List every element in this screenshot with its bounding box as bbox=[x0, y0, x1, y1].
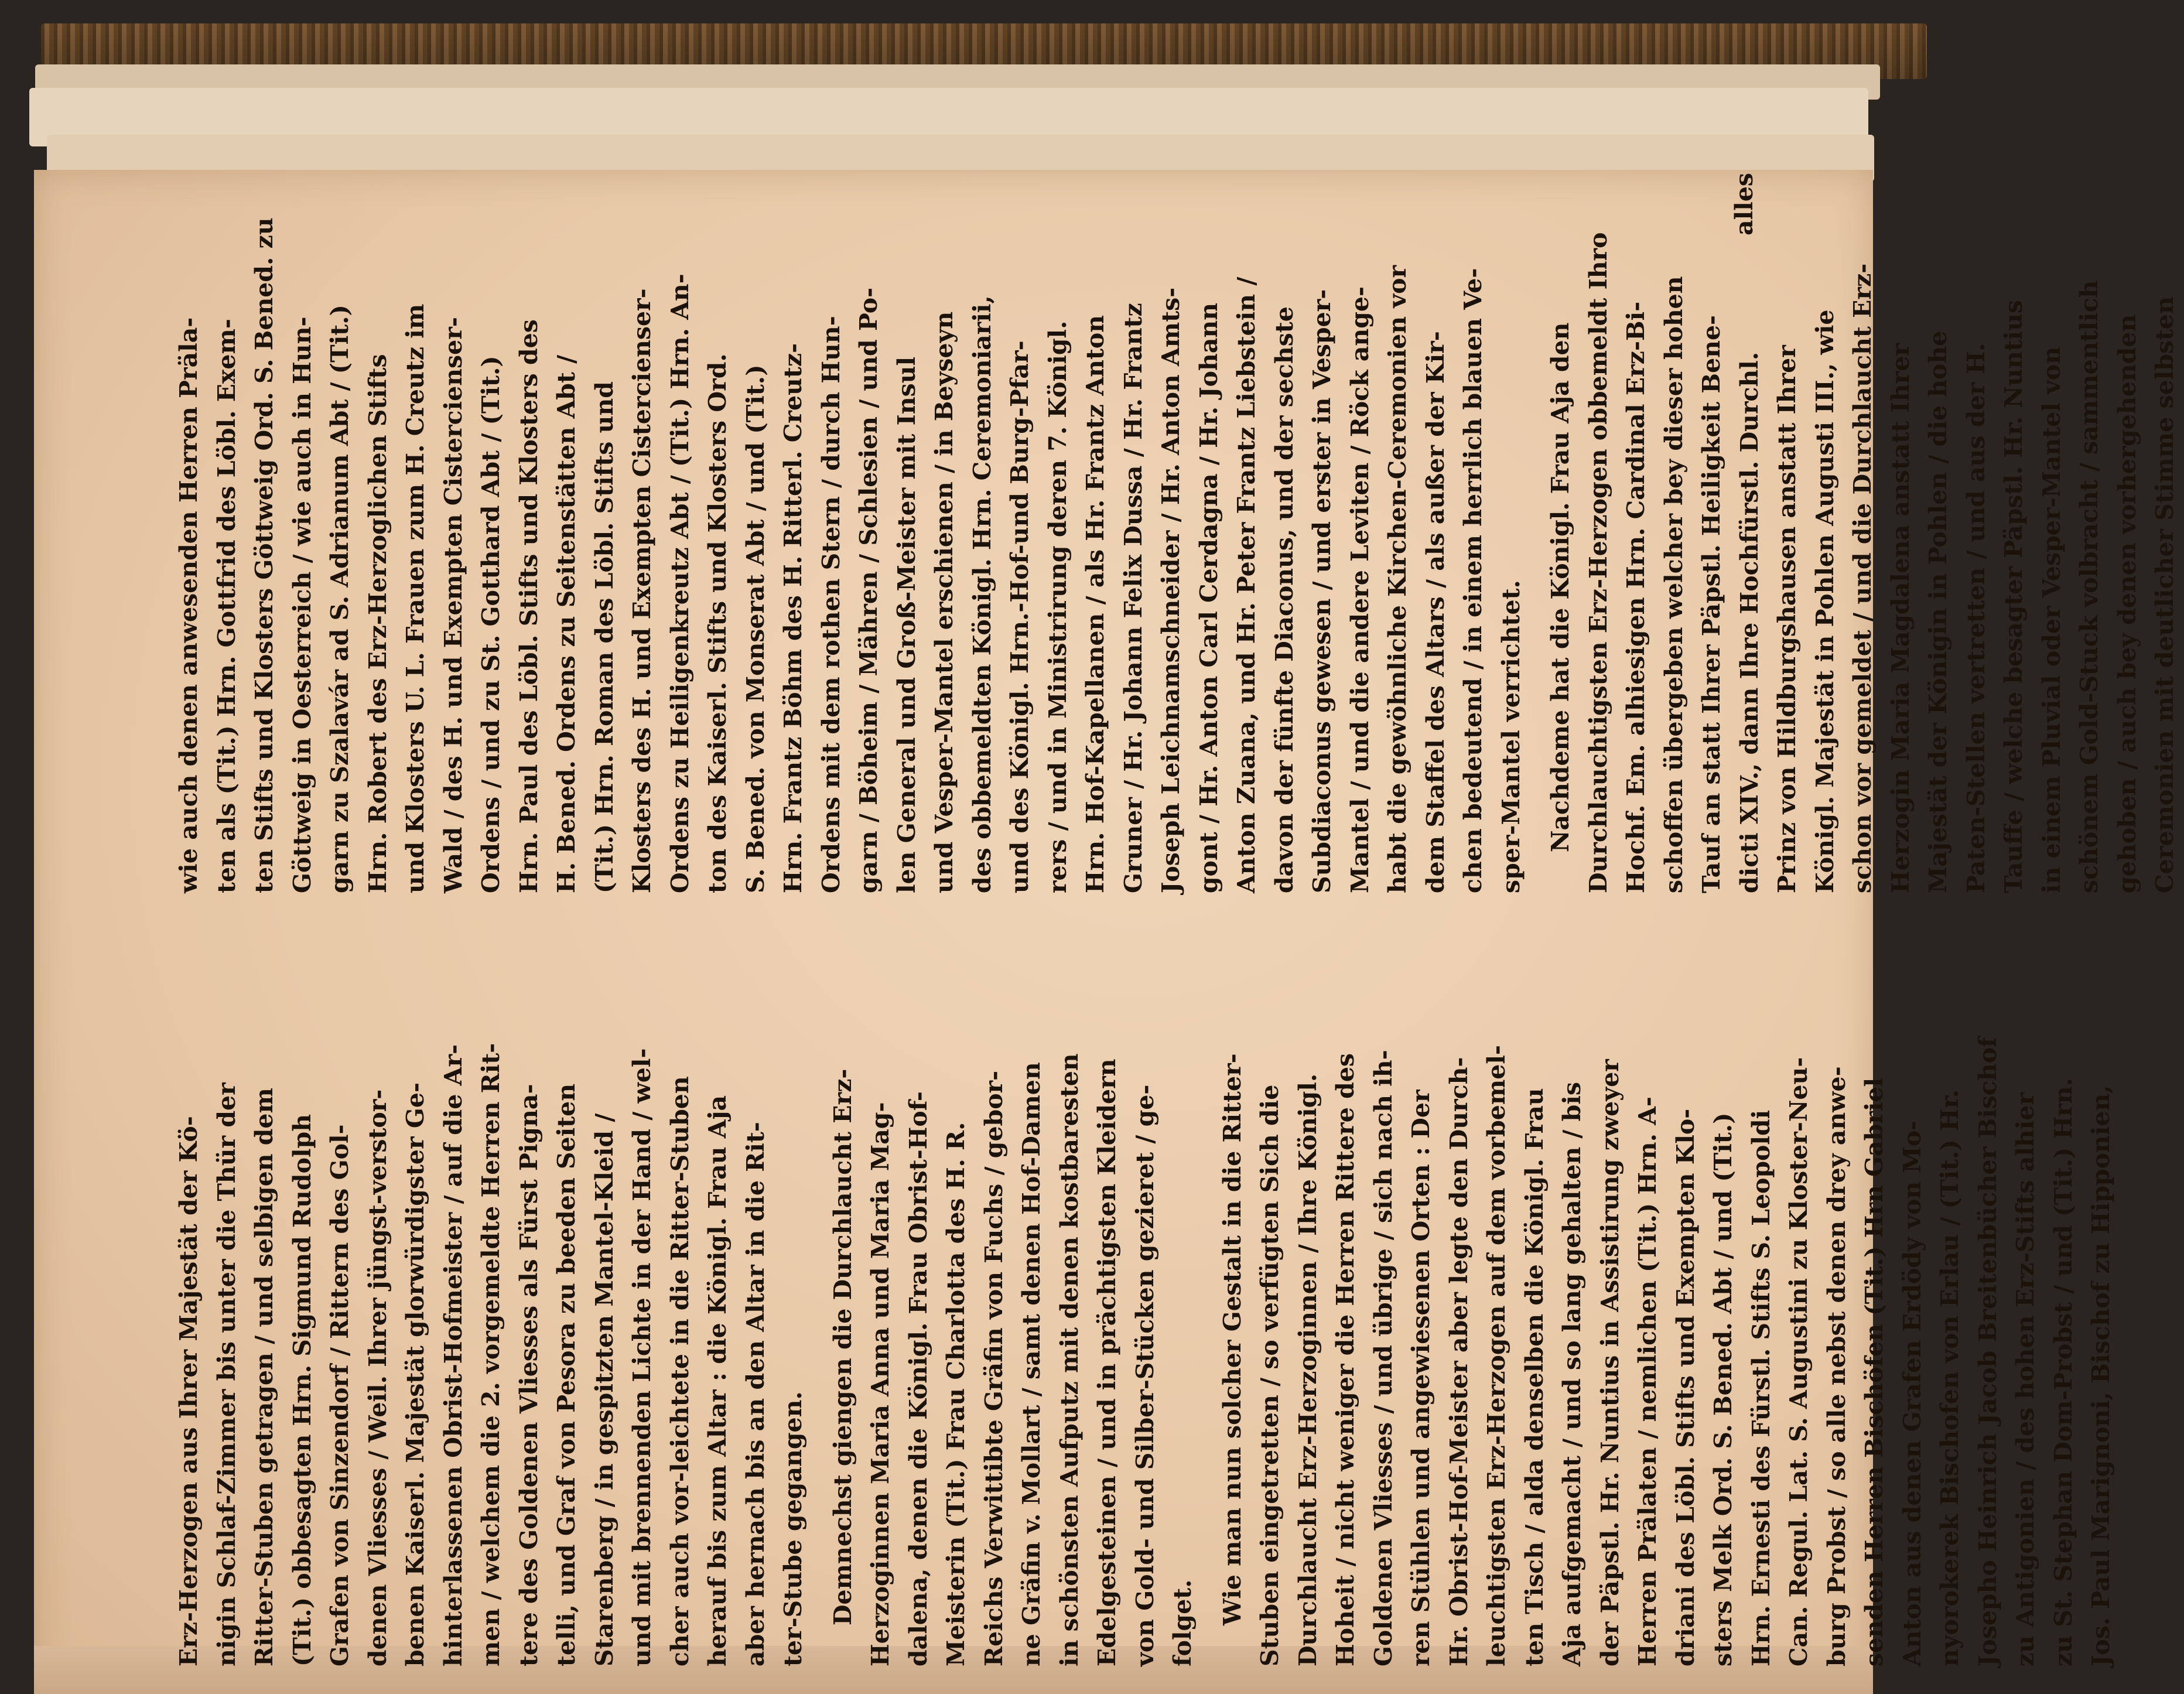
text-line: H. Bened. Ordens zu Seitenstätten Abt / bbox=[552, 354, 580, 893]
text-line: in schönsten Aufputz mit denen kostbaresten bbox=[1055, 1053, 1084, 1666]
text-line: Joseph Leichnamschneider / Hr. Anton Amts- bbox=[1157, 287, 1185, 893]
left-text-column bbox=[170, 931, 2115, 1666]
text-line: und mit brennenden Lichte in der Hand / wel- bbox=[628, 1048, 656, 1666]
rotated-text-block bbox=[170, 173, 2179, 1666]
text-line: Subdiaconus gewesen / und erster in Vesper- bbox=[1308, 289, 1336, 893]
text-line: Herzogin Maria Magdalena anstatt Ihrer bbox=[1886, 343, 1915, 893]
text-line: ne Gräfin v. Mollart / samt denen Hof-Damen bbox=[1017, 1062, 1045, 1666]
text-line: driani des Löbl. Stifts und Exempten Klo- bbox=[1671, 1108, 1700, 1666]
text-line: Hrn. Robert des Erz-Herzoglichen Stifts bbox=[363, 354, 392, 893]
text-line: Ordens / und zu St. Gotthard Abt / (Tit.) bbox=[477, 356, 505, 893]
text-line: Majestät der Königin in Pohlen / die hohe bbox=[1924, 330, 1952, 893]
text-line: zu St. Stephan Dom-Probst / und (Tit.) Hrn. bbox=[2049, 1078, 2077, 1666]
text-line: Gruner / Hr. Johann Felix Dussa / Hr. Frantz bbox=[1119, 303, 1147, 893]
text-line: men / welchem die 2. vorgemeldte Herren Rit- bbox=[477, 1043, 505, 1666]
text-line: ton des Kaiserl. Stifts und Klosters Ord. bbox=[703, 353, 732, 893]
text-line: Hrn. Paul des Löbl. Stifts und Klosters des bbox=[514, 319, 543, 893]
paragraph-gap bbox=[812, 931, 824, 1666]
text-line: Wie man nun solcher Gestalt in die Ritter- bbox=[1218, 1053, 1246, 1625]
text-line: Demnechst giengen die Durchlaucht Erz- bbox=[828, 1068, 857, 1625]
text-line: schönem Gold-Stuck volbracht / sammentlich bbox=[2075, 280, 2103, 893]
text-line: Ordens mit dem rothen Stern / durch Hun- bbox=[816, 316, 845, 893]
paragraph-gap bbox=[1530, 173, 1542, 893]
text-line: zu Antigonien / des hohen Erz-Stifts alhier bbox=[2011, 1092, 2039, 1666]
text-line: herauf bis zum Altar : die Königl. Frau Aja bbox=[703, 1095, 732, 1666]
text-line: (Tit.) obbesagten Hrn. Sigmund Rudolph bbox=[288, 1114, 316, 1666]
text-line: hinterlassenen Obrist-Hofmeister / auf die Ar- bbox=[439, 1044, 467, 1666]
paragraph-gap bbox=[1202, 931, 1214, 1666]
text-line: senden Herren Bischöfen (Tit.) Hrn Gabriel bbox=[1860, 1077, 1888, 1666]
text-line: Anton aus denen Grafen Erdödy von Mo- bbox=[1898, 1120, 1926, 1666]
text-line: Ordens zu Heiligenkreutz Abt / (Tit.) Hrn. An- bbox=[665, 274, 694, 893]
text-line: ren Stühlen und angewiesenen Orten : Der bbox=[1407, 1090, 1435, 1666]
text-line: telli, und Graf von Pesora zu beeden Seiten bbox=[552, 1083, 580, 1666]
text-line: denen Vliesses / Weil. Ihrer jüngst-verstor- bbox=[363, 1089, 392, 1666]
text-line: Grafen von Sinzendorf / Rittern des Gol- bbox=[326, 1124, 354, 1666]
text-line: Herzoginnen Maria Anna und Maria Mag- bbox=[866, 1102, 894, 1666]
text-line: davon der fünfte Diaconus, und der sechste bbox=[1270, 306, 1298, 893]
text-line: Goldenen Vliesses / und übrige / sich nach ih- bbox=[1369, 1050, 1397, 1666]
text-line: gont / Hr. Anton Carl Cerdagna / Hr. Johann bbox=[1194, 302, 1223, 893]
text-line: Königl. Majestät in Pohlen Augusti III., wie bbox=[1810, 309, 1839, 893]
text-line: tere des Goldenen Vliesses als Fürst Pigna- bbox=[514, 1084, 543, 1666]
text-line: len General und Groß-Meister mit Insul bbox=[892, 356, 921, 893]
text-line: S. Bened. von Monserat Abt / und (Tit.) bbox=[741, 364, 770, 893]
text-line: und Vesper-Mantel erschienen / in Beyseyn bbox=[930, 311, 958, 893]
text-line: rers / und in Ministrirung deren 7. Königl. bbox=[1043, 320, 1072, 893]
text-line: Nachdeme hat die Königl. Frau Aja den bbox=[1546, 322, 1574, 852]
text-line: habt die gewöhnliche Kirchen-Ceremonien vor bbox=[1383, 265, 1411, 893]
text-line: Aja aufgemacht / und so lang gehalten / bis bbox=[1558, 1082, 1586, 1666]
text-line: Göttweig in Oesterreich / wie auch in Hun- bbox=[288, 316, 316, 893]
text-line: dicti XIV., dann Ihre Hochfürstl. Durchl. bbox=[1735, 351, 1763, 893]
text-line: Hrn. Hof-Kapellanen / als Hr. Frantz Anton bbox=[1081, 315, 1109, 893]
text-line: Reichs Verwittibte Gräfin von Fuchs / gebor- bbox=[979, 1070, 1008, 1666]
text-line: schoffen übergeben welcher bey dieser hohen bbox=[1659, 276, 1688, 893]
text-line: dalena, denen die Königl. Frau Obrist-Hof- bbox=[904, 1091, 932, 1666]
text-line: Tauf an statt Ihrer Päpstl. Heiligkeit Bene- bbox=[1697, 315, 1725, 893]
text-line: garn zu Szalavár ad S. Adrianum Abt / (Tit.) bbox=[326, 305, 354, 893]
text-line: Hr. Obrist-Hof-Meister aber legte den Durch- bbox=[1444, 1057, 1473, 1666]
text-line: ten als (Tit.) Hrn. Gottfrid des Löbl. Exem- bbox=[212, 319, 241, 893]
text-line: chen bedeutend / in einem herrlich blauen Ve- bbox=[1459, 268, 1487, 893]
text-line: Starenberg / in gespitzten Mantel-Kleid / bbox=[590, 1113, 618, 1666]
text-line: Durchlauchtigsten Erz-Herzogen obbemeldt Ihro bbox=[1584, 232, 1612, 893]
text-line: Ceremonien mit deutlicher Stimme selbsten bbox=[2151, 296, 2179, 893]
text-line: dem Staffel des Altars / als außer der Kir- bbox=[1421, 331, 1450, 893]
catchword: alles bbox=[1730, 173, 1758, 235]
text-line: Meisterin (Tit.) Frau Charlotta des H. R. bbox=[942, 1122, 970, 1666]
text-line: Anton Zuana, und Hr. Peter Frantz Liebstein / bbox=[1232, 276, 1260, 893]
text-line: burg Probst / so alle nebst denen drey anwe- bbox=[1822, 1066, 1851, 1666]
text-line: ter-Stube gegangen. bbox=[779, 1391, 807, 1666]
text-line: und des Königl. Hrn.-Hof-und Burg-Pfar- bbox=[1006, 340, 1034, 893]
text-line: Hrn. Ernesti des Fürstl. Stifts S. Leopoldi bbox=[1746, 1109, 1775, 1666]
text-line: leuchtigsten Erz-Herzogen auf dem vorbemel- bbox=[1482, 1045, 1510, 1666]
text-line: Herren Prälaten / nemlichen (Tit.) Hrn. A- bbox=[1633, 1097, 1662, 1666]
text-line: Hrn. Frantz Böhm des H. Ritterl. Creutz- bbox=[779, 343, 807, 893]
text-line: Prinz von Hildburgshausen anstatt Ihrer bbox=[1773, 345, 1801, 893]
text-line: wie auch denen anwesenden Herren Präla- bbox=[175, 317, 203, 893]
text-line: gehoben / auch bey denen vorhergehenden bbox=[2113, 314, 2141, 893]
text-line: Can. Regul. Lat. S. Augustini zu Kloster-Neu- bbox=[1785, 1057, 1813, 1666]
text-line: benen Kaiserl. Majestät glorwürdigster Ge- bbox=[401, 1082, 429, 1666]
text-line: nyorokerek Bischofen von Erlau / (Tit.) Hr. bbox=[1936, 1090, 1964, 1666]
text-line: und Klosters U. L. Frauen zum H. Creutz im bbox=[401, 303, 429, 893]
text-line: der Päpstl. Hr. Nuntius in Assistirung zweyer bbox=[1595, 1059, 1624, 1666]
text-line: ten Stifts und Klosters Göttweig Ord. S. Bened. zu bbox=[250, 217, 278, 893]
text-line: Durchlaucht Erz-Herzoginnen / Ihre Königl. bbox=[1293, 1073, 1322, 1666]
text-line: schon vor gemeldet / und die Durchlaucht Erz- bbox=[1848, 263, 1877, 893]
text-line: (Tit.) Hrn. Roman des Löbl. Stifts und bbox=[590, 381, 618, 893]
text-line: Hochf. Em. alhiesigen Hrn. Cardinal Erz-Bi- bbox=[1622, 301, 1650, 893]
right-text-column bbox=[170, 173, 2179, 893]
text-line: von Gold- und Silber-Stücken gezieret / ge- bbox=[1130, 1084, 1159, 1666]
text-line: aber hernach bis an den Altar in die Rit- bbox=[741, 1122, 770, 1666]
text-line: Klosters des H. und Exempten Cistercienser- bbox=[628, 288, 656, 893]
text-line: Paten-Stellen vertretten / und aus der H. bbox=[1961, 343, 1990, 893]
text-line: garn / Böheim / Mähren / Schlesien / und Po- bbox=[855, 287, 883, 893]
text-line: Hoheit / nicht weniger die Herren Rittere des bbox=[1331, 1053, 1359, 1666]
text-line: Jos. Paul Marignoni, Bischof zu Hipponien, bbox=[2087, 1085, 2115, 1666]
text-line: Tauffe / welche besagter Päpstl. Hr. Nuntius bbox=[2000, 299, 2028, 893]
text-line: sper-Mantel verrichtet. bbox=[1496, 580, 1525, 893]
text-line: Stuben eingetretten / so verfügten Sich die bbox=[1256, 1084, 1284, 1666]
text-line: folget. bbox=[1168, 1579, 1197, 1666]
text-line: des obbemeldten Königl. Hrn. Ceremoniarii, bbox=[968, 295, 996, 893]
text-line: Erz-Herzogen aus Ihrer Majestät der Kö- bbox=[175, 1116, 203, 1666]
text-line: ten Tisch / alda denselben die Königl. Frau bbox=[1520, 1088, 1549, 1666]
text-line: Mantel / und die andere Leviten / Röck ange- bbox=[1345, 286, 1374, 893]
text-line: in einem Pluvial oder Vesper-Mantel von bbox=[2037, 346, 2066, 893]
text-line: nigin Schlaf-Zimmer bis unter die Thür der bbox=[212, 1082, 241, 1666]
text-line: Edelgesteinen / und in prächtigsten Kleidern bbox=[1093, 1058, 1121, 1666]
text-line: sters Melk Ord. S. Bened. Abt / und (Tit.) bbox=[1709, 1112, 1737, 1666]
text-line: Ritter-Stuben getragen / und selbigen dem bbox=[250, 1088, 278, 1666]
text-line: Wald / des H. und Exempten Cistercienser- bbox=[439, 317, 467, 893]
text-line: Josepho Heinrich Jacob Breitenbücher Bischof bbox=[1973, 1037, 2002, 1666]
text-line: cher auch vor-leichtete in die Ritter-Stuben bbox=[665, 1076, 694, 1666]
